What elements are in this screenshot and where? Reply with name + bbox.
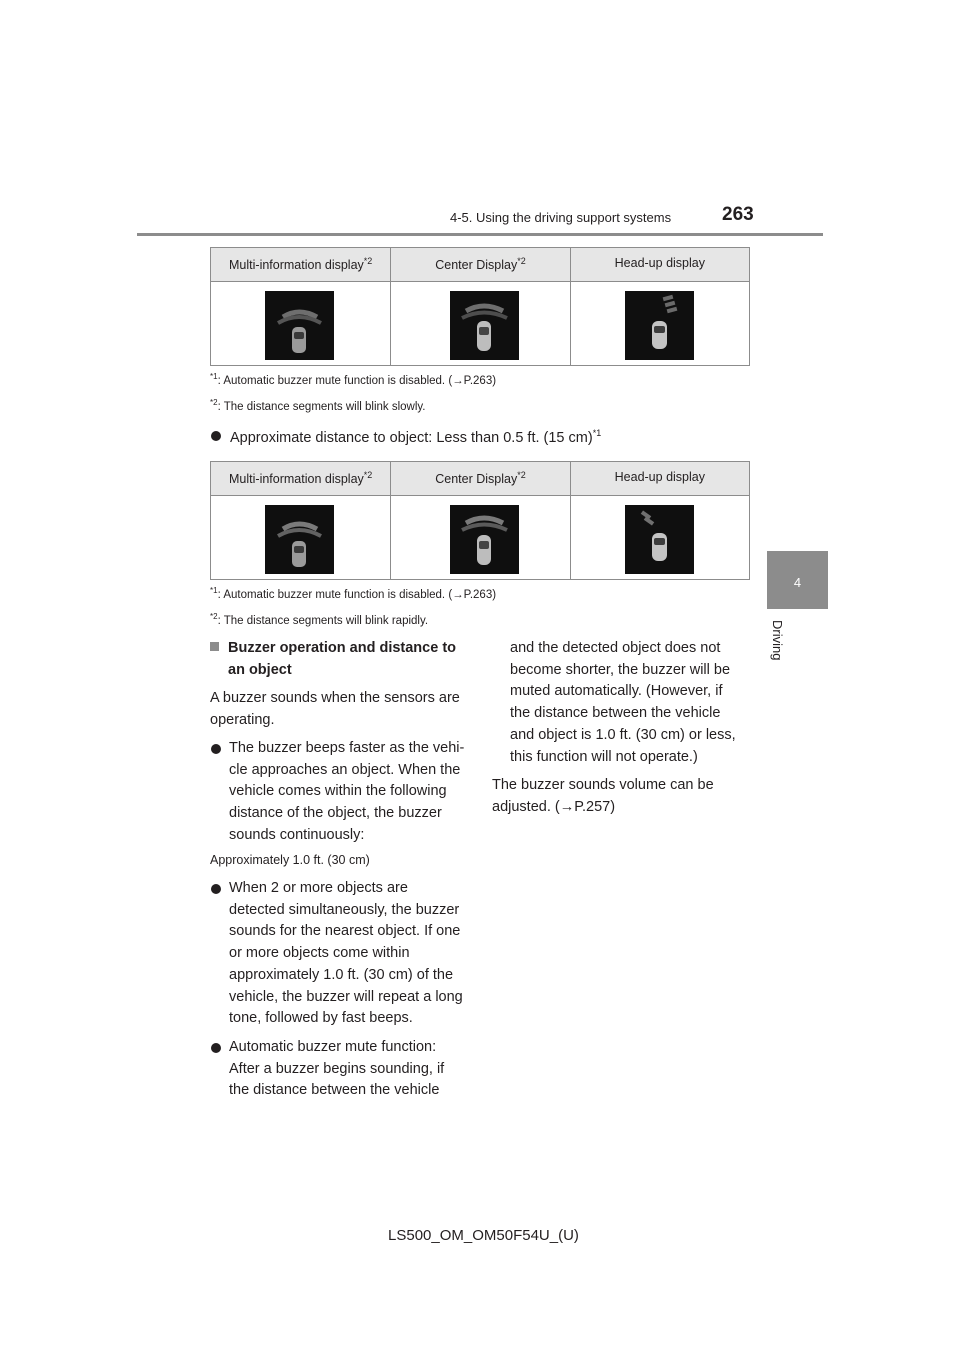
text-line: or more objects come within (229, 945, 410, 962)
heading-line (210, 638, 456, 660)
header-mid-label: Multi-information display (229, 258, 364, 273)
footnote-mark: *1 (210, 372, 218, 381)
header-mid (211, 462, 390, 495)
doc-code: LS500_OM_OM50F54U_(U) (388, 1227, 579, 1244)
table-header (211, 462, 749, 496)
display-table-1 (210, 247, 750, 366)
cell-mid (211, 282, 390, 365)
text-line: approximately 1.0 ft. (30 cm) of the (229, 966, 454, 983)
bullet-text (229, 738, 464, 847)
bullet-text (229, 878, 463, 1030)
header-center (390, 248, 569, 281)
text-line: vehicle comes within the following (229, 783, 447, 800)
parking-sensor-display-icon (625, 505, 694, 574)
text-line: detected simultaneously, the buzzer (229, 901, 460, 918)
text-line: and object is 1.0 ft. (30 cm) or less, (510, 726, 736, 743)
parking-sensor-display-icon (265, 291, 334, 360)
footnote-2 (210, 398, 426, 413)
bullet-icon (211, 1043, 221, 1053)
footnote-text: : Automatic buzzer mute function is disabled. (→P.263) (217, 374, 497, 387)
footnote-mark: *1 (592, 428, 602, 438)
footnote-text: : The distance segments will blink rapidly. (217, 614, 429, 627)
footnote-mark: *1 (210, 586, 218, 595)
cell-center (390, 496, 569, 579)
text-line: Automatic buzzer mute function: (229, 1039, 437, 1055)
chapter-number: 4 (793, 575, 802, 590)
page-number: 263 (722, 204, 754, 225)
chapter-label-text: Driving (770, 620, 785, 661)
heading-text: Buzzer operation and distance to (228, 640, 456, 656)
footnote-2 (210, 612, 428, 627)
table-row (211, 496, 749, 579)
header-mid-label: Multi-information display (229, 472, 364, 487)
footnote-1 (210, 586, 496, 601)
text-line: the distance between the vehicle (229, 1082, 440, 1099)
footnote-text: : Automatic buzzer mute function is disabled. (→P.263) (217, 588, 497, 601)
header-center (390, 462, 569, 495)
heading-line: an object (228, 661, 292, 678)
approx-note: Approximately 1.0 ft. (30 cm) (210, 853, 370, 867)
display-table-2 (210, 461, 750, 580)
footnote-mark: *2 (517, 256, 526, 266)
header-hud (570, 248, 749, 281)
header-hud-label: Head-up display (614, 470, 705, 484)
text-line: tone, followed by fast beeps. (229, 1010, 413, 1027)
text-line: adjusted. (→P.257) (492, 798, 616, 815)
text-line: After a buzzer begins sounding, if (229, 1060, 445, 1077)
text-line: become shorter, the buzzer will be (510, 661, 731, 678)
section-title: 4-5. Using the driving support systems (450, 210, 672, 225)
header-center-label: Center Display (435, 258, 518, 273)
header-mid (211, 248, 390, 281)
footnote-mark: *2 (210, 612, 218, 621)
footnote-mark: *2 (363, 256, 373, 266)
bullet-text (229, 1037, 444, 1102)
header-rule (137, 233, 823, 236)
header-hud-label: Head-up display (614, 256, 705, 270)
footnote-mark: *2 (517, 470, 526, 480)
text-line: A buzzer sounds when the sensors are (210, 690, 460, 706)
bullet-item (211, 878, 471, 1033)
intro-paragraph (210, 688, 460, 731)
header-hud (570, 462, 749, 495)
text-line: operating. (210, 711, 275, 728)
parking-sensor-display-icon (625, 291, 694, 360)
table-header (211, 248, 749, 282)
text-line: The buzzer beeps faster as the vehi- (229, 740, 465, 756)
parking-sensor-display-icon (450, 291, 519, 360)
section-heading (210, 638, 456, 681)
cell-center (390, 282, 569, 365)
parking-sensor-display-icon (265, 505, 334, 574)
bullet-icon (211, 884, 221, 894)
bullet-icon (211, 431, 221, 441)
cell-hud (570, 496, 749, 579)
cell-mid (211, 496, 390, 579)
text-line: this function will not operate.) (510, 748, 698, 765)
text-line: cle approaches an object. When the (229, 761, 461, 778)
bullet-distance (211, 428, 601, 446)
text-line: distance of the object, the buzzer (229, 805, 442, 822)
bullet-text: Approximate distance to object: Less than 0.5 ft. (15 cm) (230, 429, 593, 446)
footnote-1 (210, 372, 496, 387)
text-line: muted automatically. (However, if (510, 683, 723, 700)
footnote-text: : The distance segments will blink slowly. (217, 400, 426, 413)
text-line: The buzzer sounds volume can be (492, 777, 714, 793)
volume-paragraph (492, 775, 714, 818)
bullet-icon (211, 744, 221, 754)
table-row (211, 282, 749, 365)
bullet-item (211, 738, 471, 848)
square-bullet-icon (210, 642, 219, 651)
footnote-mark: *2 (210, 398, 218, 407)
parking-sensor-display-icon (450, 505, 519, 574)
bullet-continuation (510, 638, 736, 768)
footnote-mark: *2 (363, 470, 373, 480)
bullet-item (211, 1037, 471, 1107)
text-line: vehicle, the buzzer will repeat a long (229, 988, 463, 1005)
text-line: and the detected object does not (510, 640, 721, 656)
text-line: sounds for the nearest object. If one (229, 923, 461, 940)
text-line: When 2 or more objects are (229, 880, 408, 896)
text-line: sounds continuously: (229, 826, 365, 843)
text-line: the distance between the vehicle (510, 705, 721, 722)
cell-hud (570, 282, 749, 365)
chapter-label (771, 620, 785, 680)
header-center-label: Center Display (435, 472, 518, 487)
